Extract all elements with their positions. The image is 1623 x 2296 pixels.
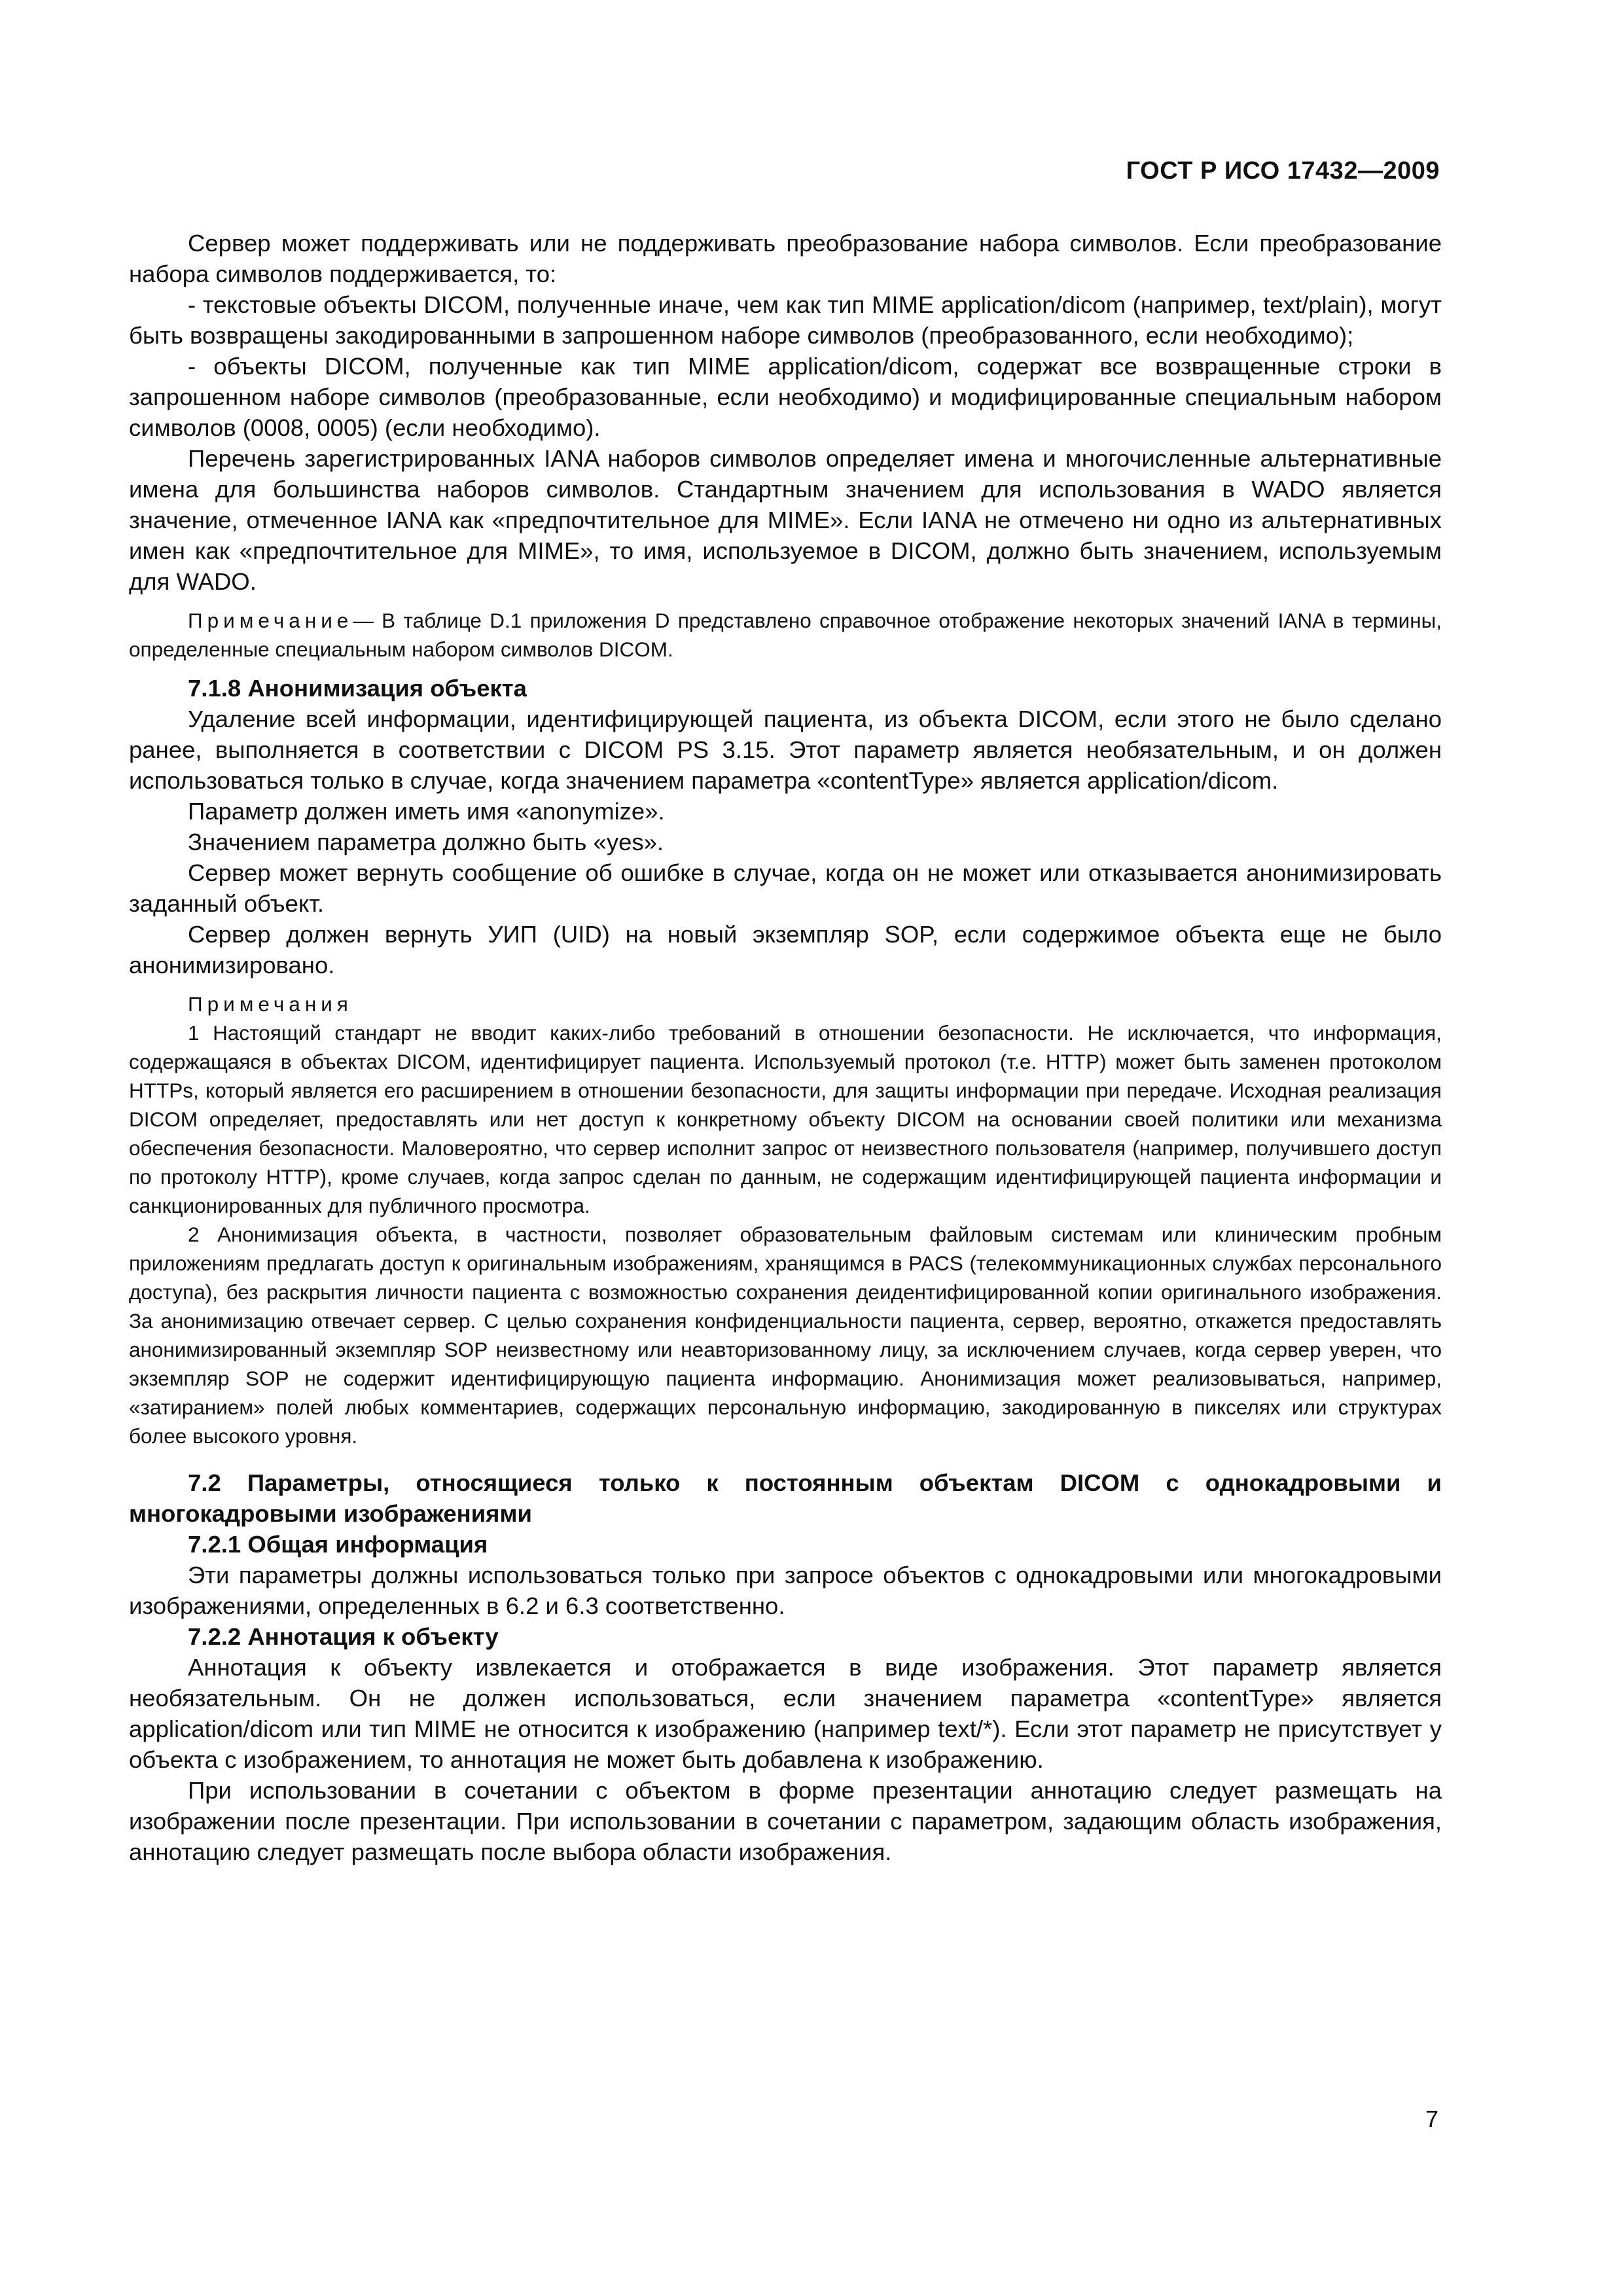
intro-paragraph-4: Перечень зарегистрированных IANA наборов символов определяет имена и многочисленные альтернативные имена для большинства наборов символов. Стандартным значением для использования в WADO является значение, отмеченное IANA как «предпочтительное для MIME». Если IANA не отмечено ни одно из альтернативных имен как «предпочтительное для MIME», то имя, используемое в DICOM, должно быть значением, используемым для WADO. bbox=[129, 445, 1442, 595]
page-number: 7 bbox=[1425, 2106, 1438, 2132]
page-header-title: ГОСТ Р ИСО 17432—2009 bbox=[1126, 157, 1440, 185]
note-body: — В таблице D.1 приложения D представлено справочное отображение некоторых значений IANA в термины, определенные специальным набором символов DICOM. bbox=[129, 609, 1442, 661]
section-heading-7-2-2: 7.2.2 Аннотация к объекту bbox=[188, 1623, 499, 1650]
section-718-paragraph-2: Параметр должен иметь имя «anonymize». bbox=[188, 798, 665, 825]
note-label: Примечание bbox=[188, 609, 353, 632]
note-1: 1 Настоящий стандарт не вводит каких-либо требований в отношении безопасности. Не исключается, что информация, содержащаяся в объектах DICOM, идентифицирует пациента. Используемый протокол (т.е. HTTP) может быть заменен протоколом HTTPs, который является его расширением в отношении безопасности, для защиты информации при передаче. Исходная реализация DICOM определяет, предоставлять или нет доступ к конкретному объекту DICOM на основании своей политики или механизма обеспечения безопасности. Маловероятно, что сервер исполнит запрос от неизвестного пользователя (например, получившего доступ по протоколу HTTP), кроме случаев, когда запрос сделан по данным, не содержащим идентифицирующей пациента информации и санкционированных для публичного просмотра. bbox=[129, 1021, 1442, 1217]
page-content bbox=[129, 228, 1442, 1867]
intro-paragraph-3: - объекты DICOM, полученные как тип MIME application/dicom, содержат все возвращенные строки в запрошенном наборе символов (преобразованные, если необходимо) и модифицированные специальным набором символов (0008, 0005) (если необходимо). bbox=[129, 353, 1442, 441]
notes-title: Примечания bbox=[188, 992, 353, 1016]
section-718-paragraph-4: Сервер может вернуть сообщение об ошибке в случае, когда он не может или отказывается анонимизировать заданный объект. bbox=[129, 859, 1442, 917]
section-718-paragraph-1: Удаление всей информации, идентифицирующей пациента, из объекта DICOM, если этого не было сделано ранее, выполняется в соответствии с DICOM PS 3.15. Этот параметр является необязательным, и он должен использоваться только в случае, когда значением параметра «contentType» является application/dicom. bbox=[129, 706, 1442, 794]
section-718-paragraph-3: Значением параметра должно быть «yes». bbox=[188, 829, 664, 855]
section-718-paragraph-5: Сервер должен вернуть УИП (UID) на новый экземпляр SOP, если содержимое объекта еще не было анонимизировано. bbox=[129, 921, 1442, 978]
section-heading-7-2: 7.2 Параметры, относящиеся только к постоянным объектам DICOM с однокадровыми и многокадровыми изображениями bbox=[129, 1469, 1442, 1527]
section-722-paragraph-2: При использовании в сочетании с объектом в форме презентации аннотацию следует размещать на изображении после презентации. При использовании в сочетании с параметром, задающим область изображения, аннотацию следует размещать после выбора области изображения. bbox=[129, 1777, 1442, 1865]
section-721-paragraph-1: Эти параметры должны использоваться только при запросе объектов с однокадровыми или многокадровыми изображениями, определенных в 6.2 и 6.3 соответственно. bbox=[129, 1562, 1442, 1619]
intro-paragraph-2: - текстовые объекты DICOM, полученные иначе, чем как тип MIME application/dicom (например, text/plain), могут быть возвращены закодированными в запрошенном наборе символов (преобразованного, если необходимо); bbox=[129, 291, 1442, 349]
intro-paragraph-1: Сервер может поддерживать или не поддерживать преобразование набора символов. Если преобразование набора символов поддерживается, то: bbox=[129, 230, 1442, 287]
section-heading-7-1-8: 7.1.8 Анонимизация объекта bbox=[188, 675, 527, 702]
section-heading-7-2-1: 7.2.1 Общая информация bbox=[188, 1531, 488, 1558]
note-2: 2 Анонимизация объекта, в частности, позволяет образовательным файловым системам или клиническим пробным приложениям предлагать доступ к оригинальным изображениям, хранящимся в PACS (телекоммуникационных службах персонального доступа), без раскрытия личности пациента с возможностью сохранения деидентифицированной копии оригинального изображения. За анонимизацию отвечает сервер. С целью сохранения конфиденциальности пациента, сервер, вероятно, откажется предоставлять анонимизированный экземпляр SOP неизвестному или неавторизованному лицу, за исключением случаев, когда сервер уверен, что экземпляр SOP не содержит идентифицирующую пациента информацию. Анонимизация может реализовываться, например, «затиранием» полей любых комментариев, содержащих персональную информацию, закодированную в пикселях или структурах более высокого уровня. bbox=[129, 1223, 1442, 1448]
intro-note bbox=[129, 606, 1442, 664]
section-722-paragraph-1: Аннотация к объекту извлекается и отображается в виде изображения. Этот параметр является необязательным. Он не должен использоваться, если значением параметра «contentType» является application/dicom или тип MIME не относится к изображению (например text/*). Если этот параметр не присутствует у объекта с изображением, то аннотация не может быть добавлена к изображению. bbox=[129, 1654, 1442, 1773]
